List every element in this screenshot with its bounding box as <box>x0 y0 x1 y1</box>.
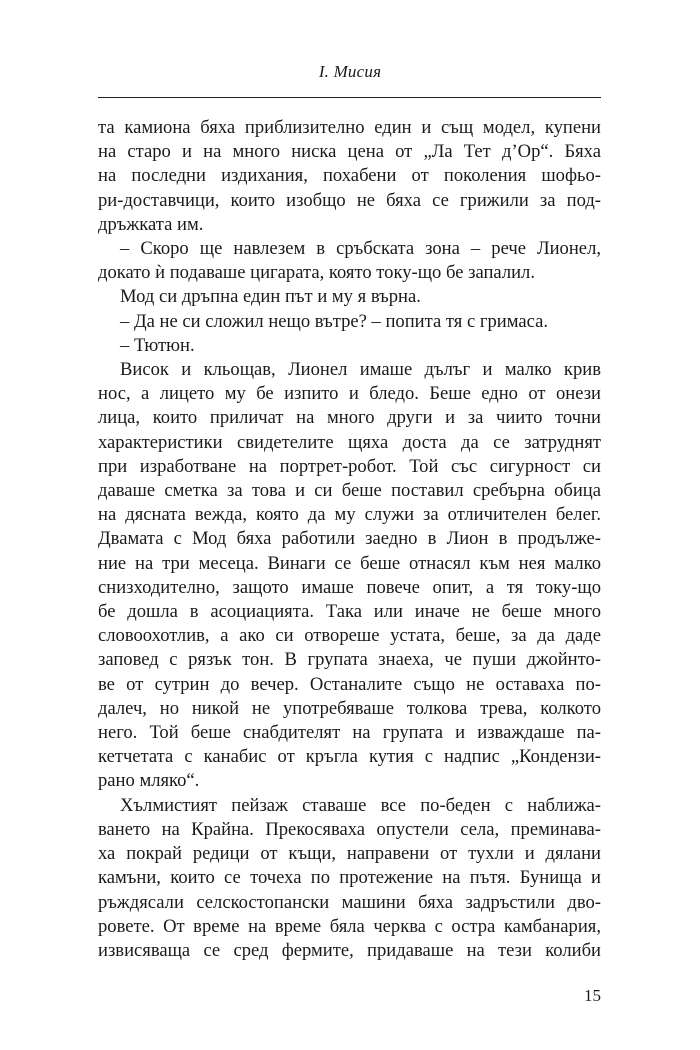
text-line: Хълмистият пейзаж ставаше все по-беден с наближа- <box>120 794 601 816</box>
text-line: Двамата с Мод бяха работили заедно в Лион в продълже- <box>98 528 601 550</box>
body-text <box>98 116 601 963</box>
text-line: дръжката им. <box>98 213 204 235</box>
text-line: словоохотлив, а ако си отвореше устата, беше, за да даде <box>98 625 601 647</box>
text-line: бе дошла в асоциацията. Така или иначе не беше много <box>98 601 601 623</box>
text-line: лица, които приличат на много други и за чиито точни <box>98 407 601 429</box>
text-line: – Тютюн. <box>120 334 195 356</box>
text-line: на последни издихания, похабени от поколения шофьо- <box>98 165 601 187</box>
text-line: ние на три месеца. Винаги се беше отнасял към нея малко <box>98 552 601 574</box>
text-line: докато ѝ подаваше цигарата, която току-що бе запалил. <box>98 262 535 284</box>
text-line: ве от сутрин до вечер. Останалите също не оставаха по- <box>98 673 601 695</box>
running-head: I. Мисия <box>318 62 382 81</box>
text-line: на старо и на много ниска цена от „Ла Тет д’Ор“. Бяха <box>98 141 601 163</box>
text-line: ването на Крайна. Прекосяваха опустели села, преминава- <box>98 818 601 840</box>
page-number: 15 <box>584 986 601 1005</box>
text-line: извисяваща се сред фермите, придаваше на тези колиби <box>98 939 601 961</box>
text-line: ри-доставчици, които изобщо не бяха се грижили за под- <box>98 189 601 211</box>
text-line: снизходително, защото имаше повече опит, а тя току-що <box>98 576 601 598</box>
text-line: рано мляко“. <box>98 770 200 792</box>
text-line: него. Той беше снабдителят на групата и изваждаше па- <box>98 722 601 744</box>
text-line: далеч, но никой не употребяваше толкова трева, колкото <box>98 697 601 719</box>
text-line: – Скоро ще навлезем в сръбската зона – рече Лионел, <box>120 238 601 260</box>
text-line: заповед с рязък тон. В групата знаеха, че пуши джойнто- <box>98 649 601 671</box>
text-line: даваше сметка за това и си беше поставил сребърна обица <box>98 480 601 502</box>
text-line: ровете. От време на време бяла черква с остра камбанария, <box>98 915 601 937</box>
text-line: при изработване на портрет-робот. Той със сигурност си <box>98 455 601 477</box>
text-line: кетчетата с канабис от кръгла кутия с надпис „Кондензи- <box>98 746 601 768</box>
text-line: на дясната вежда, която да му служи за отличителен белег. <box>98 504 601 526</box>
header-rule <box>98 97 601 98</box>
text-line: Висок и кльощав, Лионел имаше дълъг и малко крив <box>120 359 601 381</box>
text-line: ръждясали селскостопански машини бяха задръстили дво- <box>98 891 601 913</box>
text-line: камъни, които се точеха по протежение на пътя. Бунища и <box>98 867 601 889</box>
text-line: Мод си дръпна един път и му я върна. <box>120 286 421 308</box>
text-line: – Да не си сложил нещо вътре? – попита тя с гримаса. <box>120 310 549 332</box>
text-line: нос, а лицето му бе изпито и бледо. Беше едно от онези <box>98 383 601 405</box>
text-line: та камиона бяха приблизително един и същ модел, купени <box>98 117 601 138</box>
text-line: характеристики свидетелите щяха доста да се затруднят <box>98 431 601 453</box>
text-line: ха покрай редици от къщи, направени от тухли и дялани <box>98 843 601 865</box>
